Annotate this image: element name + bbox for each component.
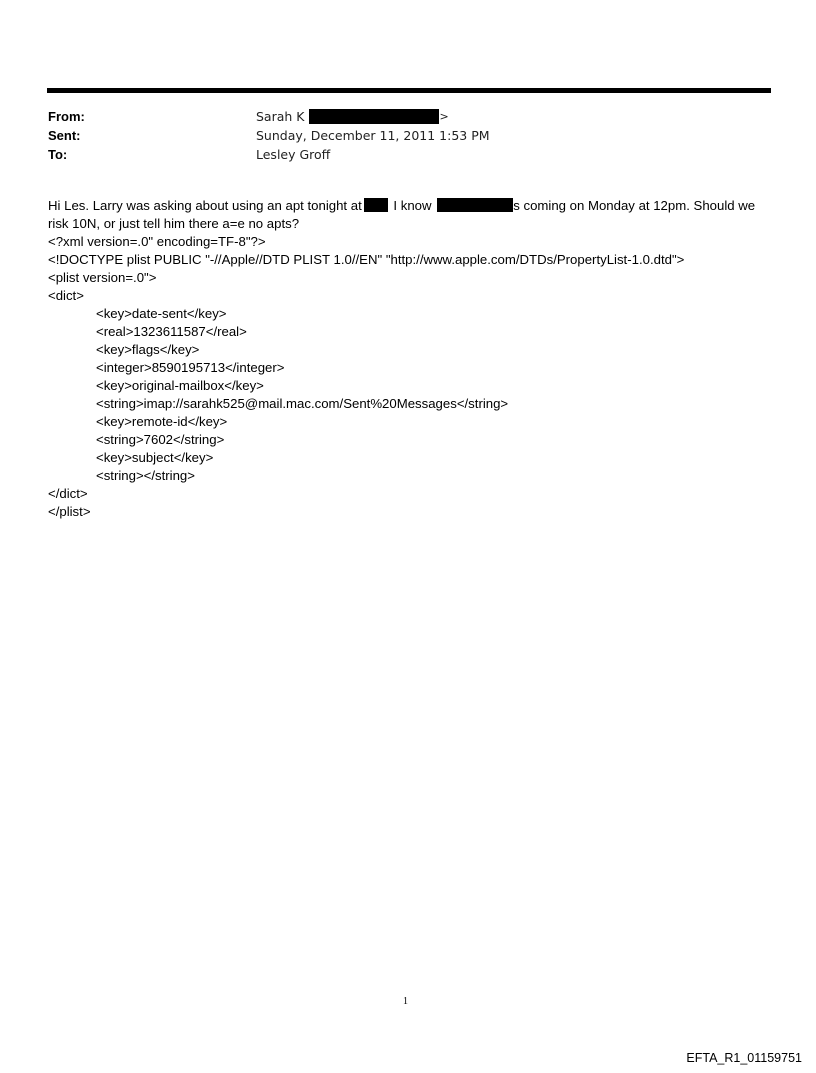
plist-entry: <string></string> (96, 468, 195, 483)
page-number: 1 (403, 996, 408, 1007)
email-body (48, 197, 778, 521)
sent-value: Sunday, December 11, 2011 1:53 PM (256, 128, 490, 143)
dict-open: <dict> (48, 288, 84, 303)
redacted-email (309, 109, 439, 124)
redacted-name (437, 198, 513, 212)
plist-entry: <key>subject</key> (96, 450, 214, 465)
body-text-part-3: s coming on Monday at 12pm. Should we (513, 198, 756, 213)
plist-entry: <string>imap://sarahk525@mail.mac.com/Sent%20Messages</string> (96, 396, 509, 411)
plist-close: </plist> (48, 504, 91, 519)
dict-close: </dict> (48, 486, 88, 501)
plist-entry: <key>remote-id</key> (96, 414, 228, 429)
email-header (48, 107, 748, 164)
to-value: Lesley Groff (256, 147, 331, 162)
to-row (48, 145, 748, 164)
to-label: To: (48, 147, 68, 162)
from-row (48, 107, 748, 126)
body-line-2: risk 10N, or just tell him there a=e no apts? (48, 216, 300, 231)
plist-entry: <string>7602</string> (96, 432, 225, 447)
plist-entry: <real>1323611587</real> (96, 324, 247, 339)
plist-entry: <key>original-mailbox</key> (96, 378, 264, 393)
xml-declaration: <?xml version=.0" encoding=TF-8"?> (48, 234, 266, 249)
sent-label: Sent: (48, 128, 81, 143)
sent-row (48, 126, 748, 145)
plist-entry: <integer>8590195713</integer> (96, 360, 285, 375)
plist-open: <plist version=.0"> (48, 270, 157, 285)
body-text-part-2: I know (389, 198, 436, 213)
redacted-place (364, 198, 388, 212)
from-name: Sarah K (256, 109, 305, 124)
document-id: EFTA_R1_01159751 (686, 1051, 802, 1065)
email-tail: > (439, 110, 449, 123)
body-text-part-1: Hi Les. Larry was asking about using an apt tonight at (48, 198, 362, 213)
plist-entry: <key>date-sent</key> (96, 306, 227, 321)
from-value (256, 107, 449, 126)
plist-entry: <key>flags</key> (96, 342, 200, 357)
header-rule (47, 88, 771, 93)
doctype-line: <!DOCTYPE plist PUBLIC "-//Apple//DTD PLIST 1.0//EN" "http://www.apple.com/DTDs/PropertyList-1.0.dtd"> (48, 252, 685, 267)
from-label: From: (48, 109, 85, 124)
body-line-1 (48, 197, 778, 215)
